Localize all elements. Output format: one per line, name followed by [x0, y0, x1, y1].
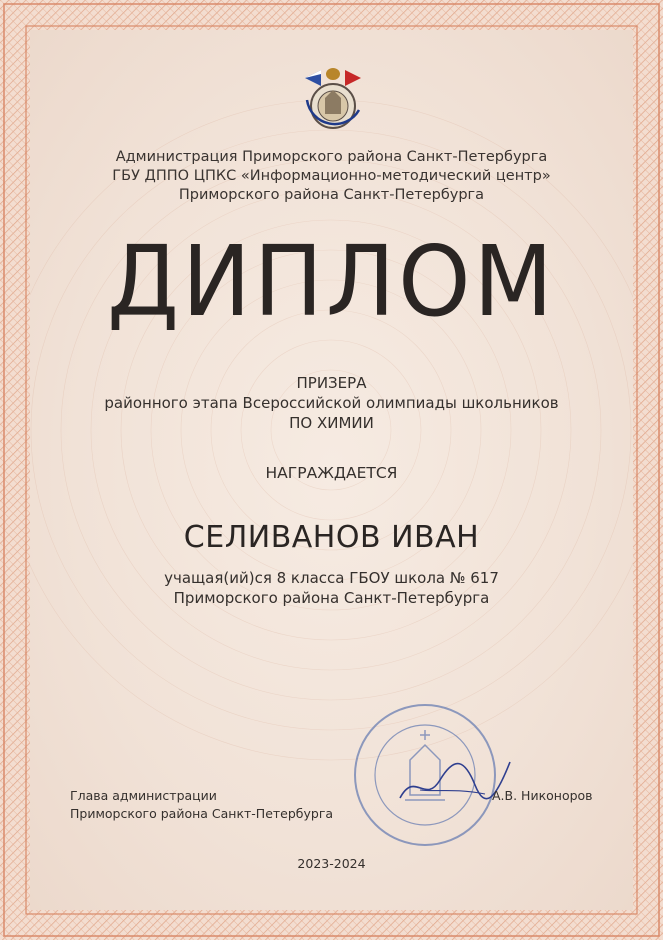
- recipient-line-2: Приморского района Санкт-Петербурга: [173, 589, 490, 607]
- diploma-title: ДИПЛОМ: [107, 224, 556, 339]
- olympiad-emblem: [291, 60, 375, 138]
- signatory-name: А.В. Никоноров: [492, 788, 593, 803]
- signatory-position-line-1: Глава администрации: [70, 788, 217, 803]
- signatory-position-line-2: Приморского района Санкт-Петербурга: [70, 806, 334, 821]
- recipient-line-1: учащая(ий)ся 8 класса ГБОУ школа № 617: [164, 569, 499, 587]
- awarded-label: НАГРАЖДАЕТСЯ: [265, 464, 398, 482]
- header-line-1: Администрация Приморского района Санкт-Петербурга: [115, 149, 548, 165]
- award-line-2: районного этапа Всероссийской олимпиады школьников: [104, 394, 559, 412]
- header-line-3: Приморского района Санкт-Петербурга: [178, 187, 485, 203]
- header-line-2: ГБУ ДППО ЦПКС «Информационно-методический центр»: [112, 168, 551, 184]
- award-line-1: ПРИЗЕРА: [296, 374, 367, 392]
- academic-year: 2023-2024: [297, 856, 366, 871]
- award-line-3: ПО ХИМИИ: [289, 414, 374, 432]
- recipient-name: СЕЛИВАНОВ ИВАН: [183, 520, 480, 555]
